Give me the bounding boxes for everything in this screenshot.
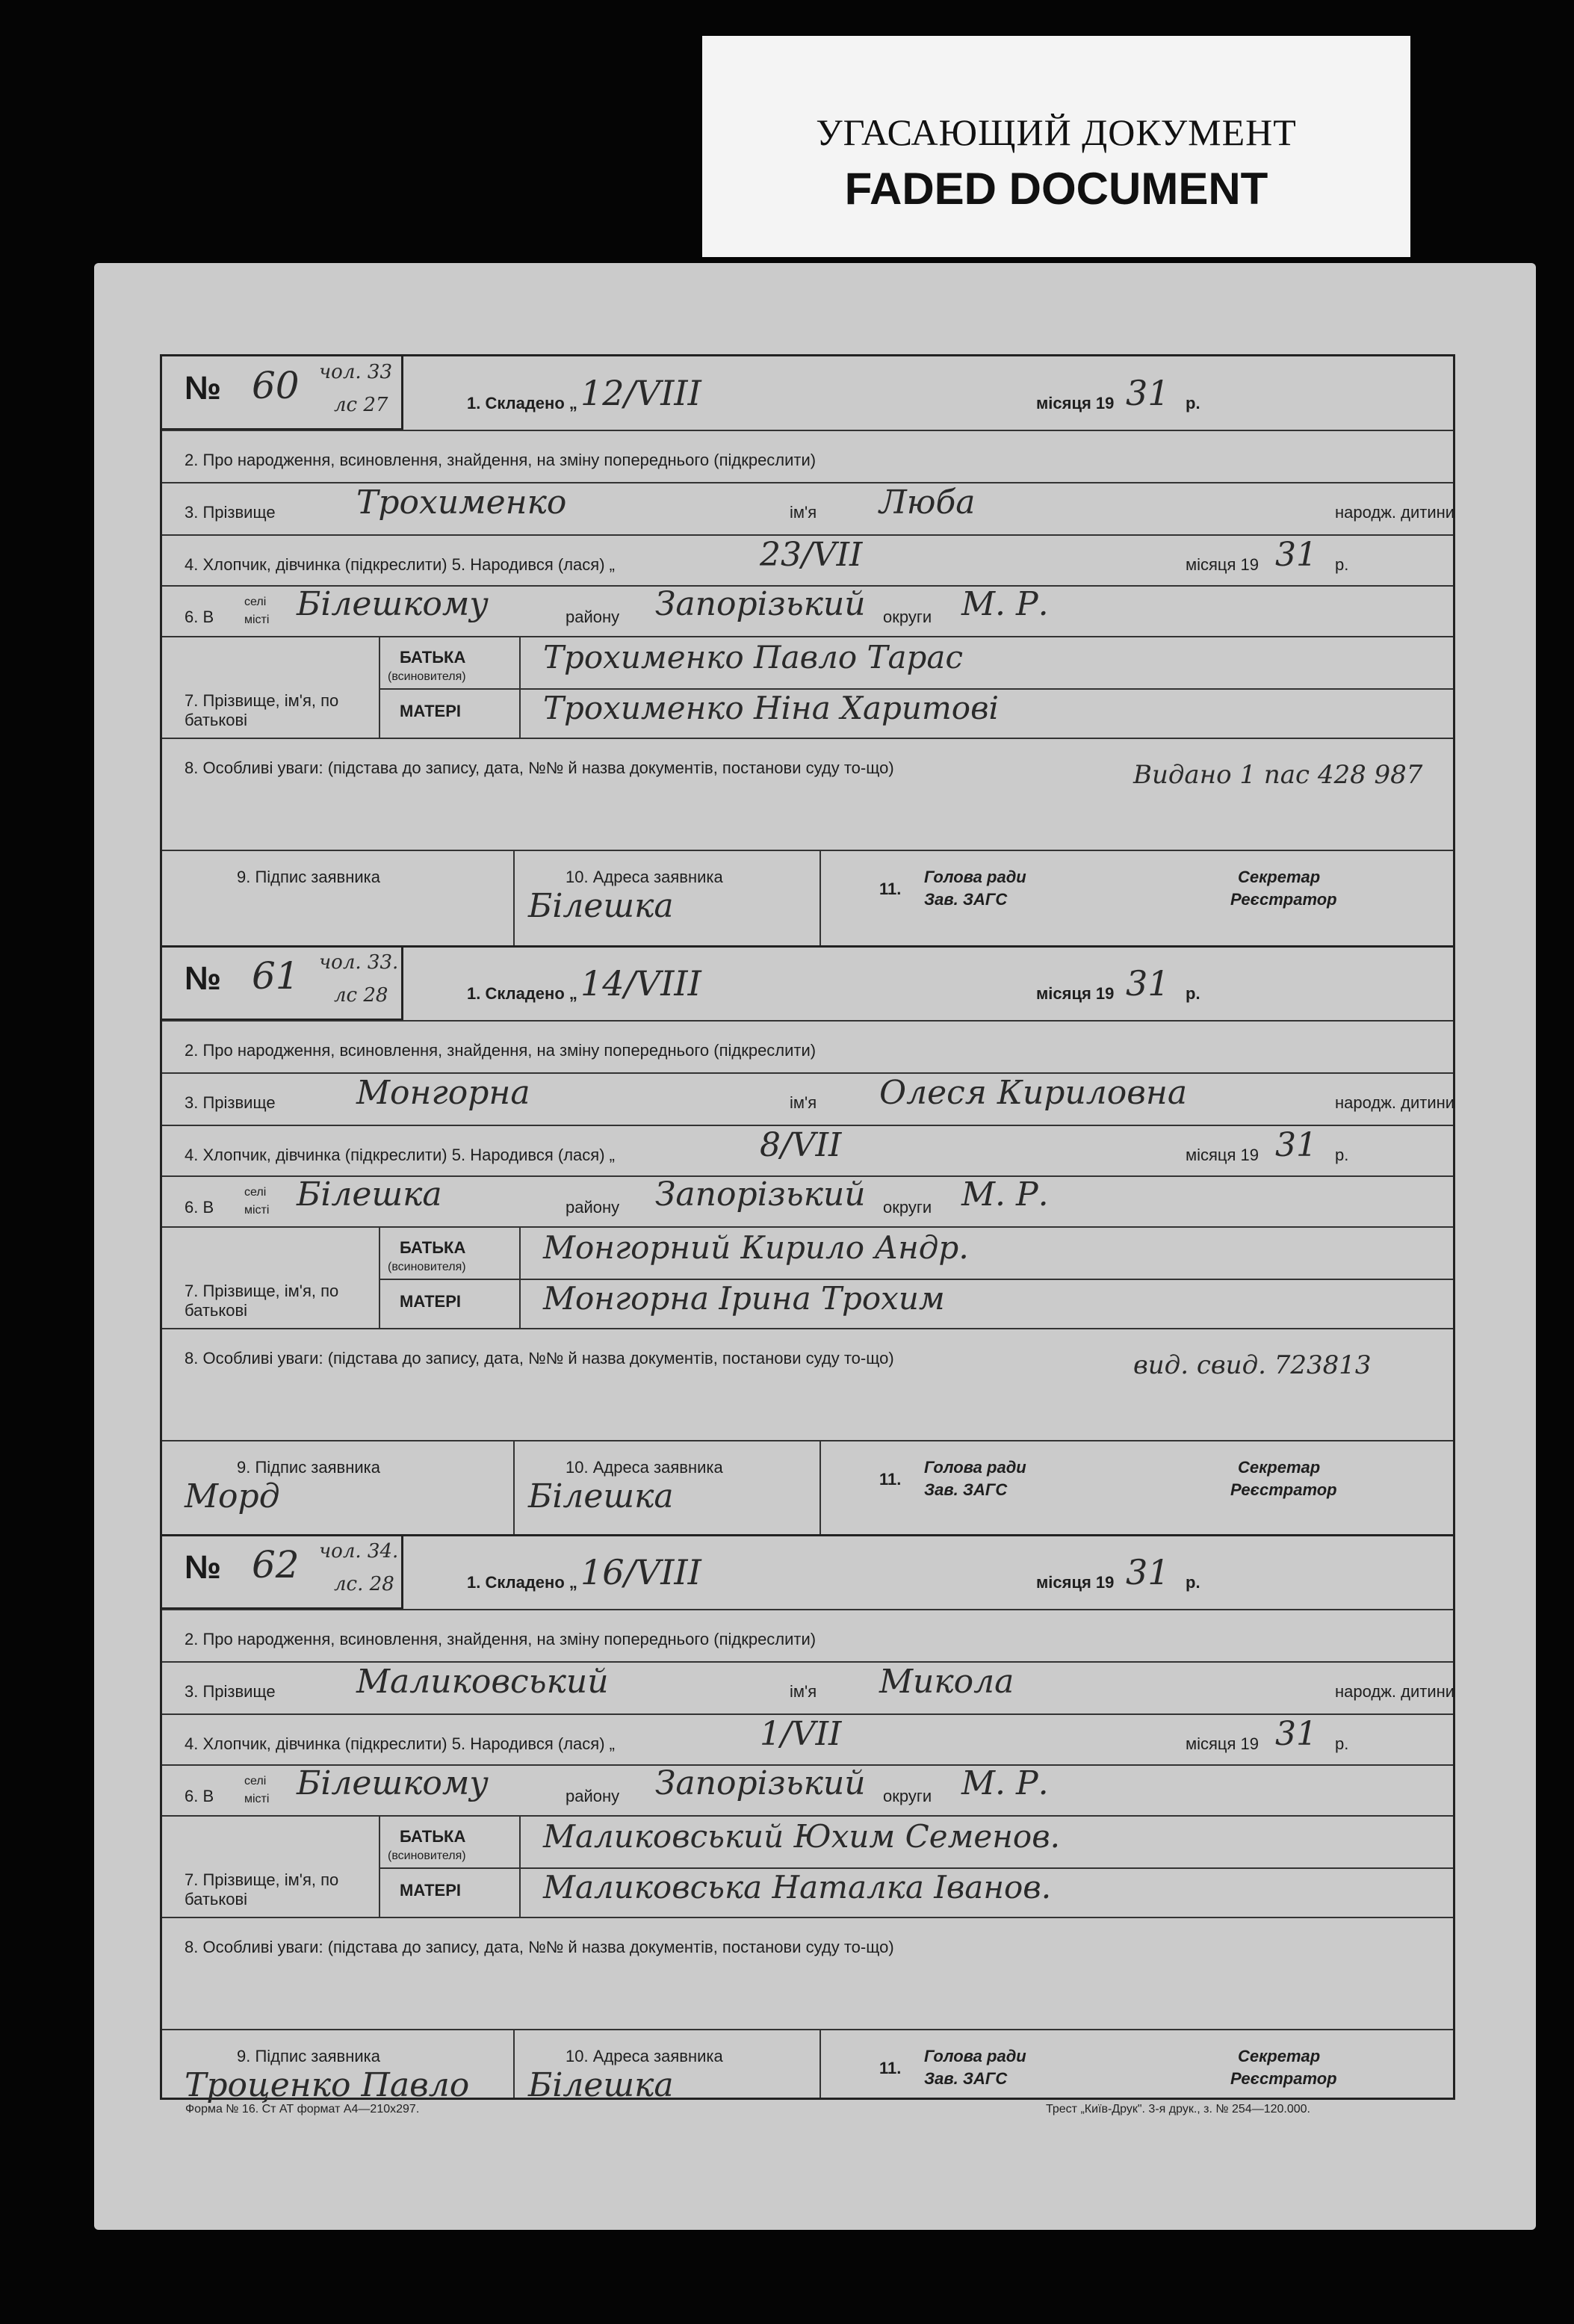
row-line [162, 1609, 1453, 1610]
compiled-date: 14/VIII [580, 963, 701, 1004]
notice-en: FADED DOCUMENT [844, 164, 1268, 214]
special-value: Видано 1 пас 428 987 [1133, 760, 1423, 790]
registrar-label: Реєстратор [1230, 1480, 1337, 1499]
surname-value: Маликовський [356, 1663, 609, 1701]
year-suffix: р. [1186, 394, 1200, 412]
mother-value: Маликовська Наталка Іванов. [543, 1869, 1052, 1906]
father-value: Маликовський Юхим Семенов. [543, 1818, 1061, 1855]
row-line [162, 1917, 1453, 1918]
addr-label: 10. Адреса заявника [566, 2047, 723, 2065]
born-value: 1/VII [760, 1715, 842, 1753]
sign-label: 9. Підпис заявника [237, 1458, 381, 1477]
record-number: 60 [252, 364, 300, 407]
surname-label: 3. Прізвище [185, 1682, 276, 1701]
year-suffix: р. [1335, 555, 1349, 574]
sign-label: 9. Підпис заявника [237, 2047, 381, 2065]
col-line [513, 2029, 515, 2098]
name-label: ім'я [790, 503, 817, 522]
col-line [379, 636, 380, 738]
okrug-value: М. Р. [961, 585, 1049, 623]
record-leaf: лс 28 [334, 984, 388, 1007]
boy-girl-label: 4. Хлопчик, дівчинка (підкреслити) 5. Народився (лася) „ [185, 1146, 615, 1164]
born-year: 31 [1275, 1126, 1317, 1164]
about-birth-label: 2. Про народження, всиновлення, знайдення, на зміну попереднього (підкреслити) [185, 1630, 817, 1648]
surname-label: 3. Прізвище [185, 1093, 276, 1112]
name-value: Микола [879, 1663, 1014, 1701]
notice-ru: УГАСАЮЩИЙ ДОКУМЕНТ [816, 111, 1297, 153]
fio-label: 7. Прізвище, ім'я, по батькові [185, 691, 339, 729]
col-line [819, 1440, 821, 1536]
okrug-label: округи [883, 1198, 932, 1217]
register-form [160, 354, 1455, 2104]
record-leaf: лс. 28 [334, 1573, 394, 1595]
row-line [162, 1020, 1453, 1022]
village-label: селі [244, 1186, 267, 1199]
col-line [379, 1815, 380, 1917]
head-council: Голова ради [924, 868, 1026, 886]
row-line [162, 850, 1453, 851]
district-value: Запорізький [655, 585, 866, 623]
birth-record [162, 1536, 1455, 2104]
row-line [162, 738, 1453, 739]
in-label: 6. В [185, 1198, 214, 1217]
registrar-label: Реєстратор [1230, 2069, 1337, 2088]
sign-value: Троценко Павло [185, 2066, 470, 2104]
year-suffix: р. [1335, 1146, 1349, 1164]
head-num: 11. [879, 2059, 902, 2077]
col-line [519, 636, 521, 738]
okrug-value: М. Р. [961, 1764, 1049, 1802]
col-line [513, 850, 515, 947]
col-line [819, 2029, 821, 2098]
month-label: місяця 19 [1186, 1734, 1259, 1753]
boy-girl-label: 4. Хлопчик, дівчинка (підкреслити) 5. Народився (лася) „ [185, 555, 615, 574]
fio-label: 7. Прізвище, ім'я, по батькові [185, 1282, 339, 1320]
record-number-sign: № [185, 1549, 222, 1586]
compiled-year: 31 [1126, 373, 1170, 413]
sign-label: 9. Підпис заявника [237, 868, 381, 886]
row-line [162, 430, 1453, 431]
compiled-year: 31 [1126, 963, 1170, 1004]
month-label: місяця 19 [1186, 1146, 1259, 1164]
row-line [162, 1440, 1453, 1441]
month-label: місяця 19 [1036, 394, 1115, 412]
okrug-label: округи [883, 1787, 932, 1805]
record-number-box [162, 356, 403, 430]
col-line [379, 1226, 380, 1328]
district-label: району [566, 608, 620, 626]
zags-label: Зав. ЗАГС [924, 2069, 1008, 2088]
record-number-sign: № [185, 370, 222, 407]
compiled-year: 31 [1126, 1552, 1170, 1592]
surname-label: 3. Прізвище [185, 503, 276, 522]
month-label: місяця 19 [1036, 984, 1115, 1003]
record-number-box [162, 947, 403, 1021]
fio-label: 7. Прізвище, ім'я, по батькові [185, 1870, 339, 1909]
addr-value: Білешка [528, 1477, 674, 1515]
compiled-label: 1. Складено „ [467, 984, 577, 1003]
record-number-sign: № [185, 960, 222, 997]
zags-label: Зав. ЗАГС [924, 890, 1008, 909]
birth-record [162, 356, 1453, 947]
record-number: 62 [252, 1543, 300, 1586]
year-suffix: р. [1186, 1573, 1200, 1592]
zags-label: Зав. ЗАГС [924, 1480, 1008, 1499]
record-leaf: лс 27 [334, 394, 388, 416]
in-label: 6. В [185, 1787, 214, 1805]
mother-label: МАТЕРІ [400, 1881, 462, 1900]
town-label: місті [244, 1204, 270, 1217]
in-label: 6. В [185, 608, 214, 626]
addr-value: Білешка [528, 887, 674, 925]
district-label: району [566, 1787, 620, 1805]
surname-value: Монгорна [356, 1074, 530, 1112]
town-label: місті [244, 1793, 270, 1805]
okrug-value: М. Р. [961, 1175, 1049, 1214]
row-line [162, 2029, 1453, 2030]
about-birth-label: 2. Про народження, всиновлення, знайдення, на зміну попереднього (підкреслити) [185, 1041, 817, 1060]
head-num: 11. [879, 1470, 902, 1489]
born-year: 31 [1275, 1715, 1317, 1753]
faded-document-notice [702, 36, 1410, 257]
special-label: 8. Особливі уваги: (підстава до запису, дата, №№ й назва документів, постанови суду то-що) [185, 1938, 894, 1956]
place-value: Білешкому [297, 1764, 489, 1802]
town-label: місті [244, 614, 270, 626]
secretary-label: Секретар [1238, 2047, 1321, 2065]
compiled-date: 12/VIII [580, 373, 701, 413]
head-council: Голова ради [924, 1458, 1026, 1477]
registrar-label: Реєстратор [1230, 890, 1337, 909]
year-suffix: р. [1186, 984, 1200, 1003]
adopter-label: (всиновителя) [388, 1849, 466, 1862]
father-label: БАТЬКА [400, 648, 466, 667]
secretary-label: Секретар [1238, 1458, 1321, 1477]
district-label: району [566, 1198, 620, 1217]
month-label: місяця 19 [1186, 555, 1259, 574]
addr-label: 10. Адреса заявника [566, 868, 723, 886]
form-footer-right: Трест „Київ-Друк". 3-я друк., з. № 254—120.000. [1046, 2103, 1310, 2116]
special-label: 8. Особливі уваги: (підстава до запису, дата, №№ й назва документів, постанови суду то-що) [185, 1349, 894, 1367]
name-label: ім'я [790, 1093, 817, 1112]
addr-value: Білешка [528, 2066, 674, 2104]
record-volume: чол. 33. [319, 951, 399, 974]
head-council: Голова ради [924, 2047, 1026, 2065]
head-num: 11. [879, 880, 902, 898]
col-line [519, 1815, 521, 1917]
name-label: ім'я [790, 1682, 817, 1701]
year-suffix: р. [1335, 1734, 1349, 1753]
name-value: Люба [879, 483, 976, 522]
boy-girl-label: 4. Хлопчик, дівчинка (підкреслити) 5. Народився (лася) „ [185, 1734, 615, 1753]
row-line [162, 1815, 1453, 1817]
child-label: народж. дитини [1335, 1093, 1455, 1112]
born-value: 23/VII [760, 536, 863, 574]
adopter-label: (всиновителя) [388, 670, 466, 683]
father-value: Трохименко Павло Тарас [543, 639, 963, 676]
born-value: 8/VII [760, 1126, 842, 1164]
row-line [162, 1328, 1453, 1329]
mother-label: МАТЕРІ [400, 702, 462, 720]
mother-value: Монгорна Ірина Трохим [543, 1280, 945, 1317]
special-value: вид. свид. 723813 [1133, 1350, 1372, 1380]
col-line [513, 1440, 515, 1536]
row-line [162, 636, 1453, 637]
month-label: місяця 19 [1036, 1573, 1115, 1592]
sign-value: Морд [185, 1477, 280, 1515]
adopter-label: (всиновителя) [388, 1261, 466, 1273]
place-value: Білешка [297, 1175, 442, 1214]
father-value: Монгорний Кирило Андр. [543, 1229, 969, 1266]
child-label: народж. дитини [1335, 1682, 1455, 1701]
addr-label: 10. Адреса заявника [566, 1458, 723, 1477]
col-line [819, 850, 821, 947]
father-label: БАТЬКА [400, 1827, 466, 1846]
compiled-label: 1. Складено „ [467, 1573, 577, 1592]
birth-record [162, 947, 1453, 1536]
okrug-label: округи [883, 608, 932, 626]
about-birth-label: 2. Про народження, всиновлення, знайдення, на зміну попереднього (підкреслити) [185, 451, 817, 469]
village-label: селі [244, 1775, 267, 1787]
form-footer-left: Форма № 16. Ст АТ формат А4—210х297. [185, 2103, 420, 2116]
child-label: народж. дитини [1335, 503, 1455, 522]
place-value: Білешкому [297, 585, 489, 623]
surname-value: Трохименко [356, 483, 567, 522]
record-volume: чол. 34. [319, 1540, 399, 1563]
row-line [162, 1226, 1453, 1228]
born-year: 31 [1275, 536, 1317, 574]
special-label: 8. Особливі уваги: (підстава до запису, дата, №№ й назва документів, постанови суду то-що) [185, 758, 894, 777]
mother-value: Трохименко Ніна Харитові [543, 690, 999, 726]
record-volume: чол. 33 [319, 361, 392, 383]
record-number: 61 [252, 954, 300, 998]
district-value: Запорізький [655, 1764, 866, 1802]
record-number-box [162, 1536, 403, 1610]
compiled-label: 1. Складено „ [467, 394, 577, 412]
village-label: селі [244, 596, 267, 608]
secretary-label: Секретар [1238, 868, 1321, 886]
col-line [519, 1226, 521, 1328]
mother-label: МАТЕРІ [400, 1292, 462, 1311]
name-value: Олеся Кириловна [879, 1074, 1188, 1112]
district-value: Запорізький [655, 1175, 866, 1214]
father-label: БАТЬКА [400, 1238, 466, 1257]
compiled-date: 16/VIII [580, 1552, 701, 1592]
